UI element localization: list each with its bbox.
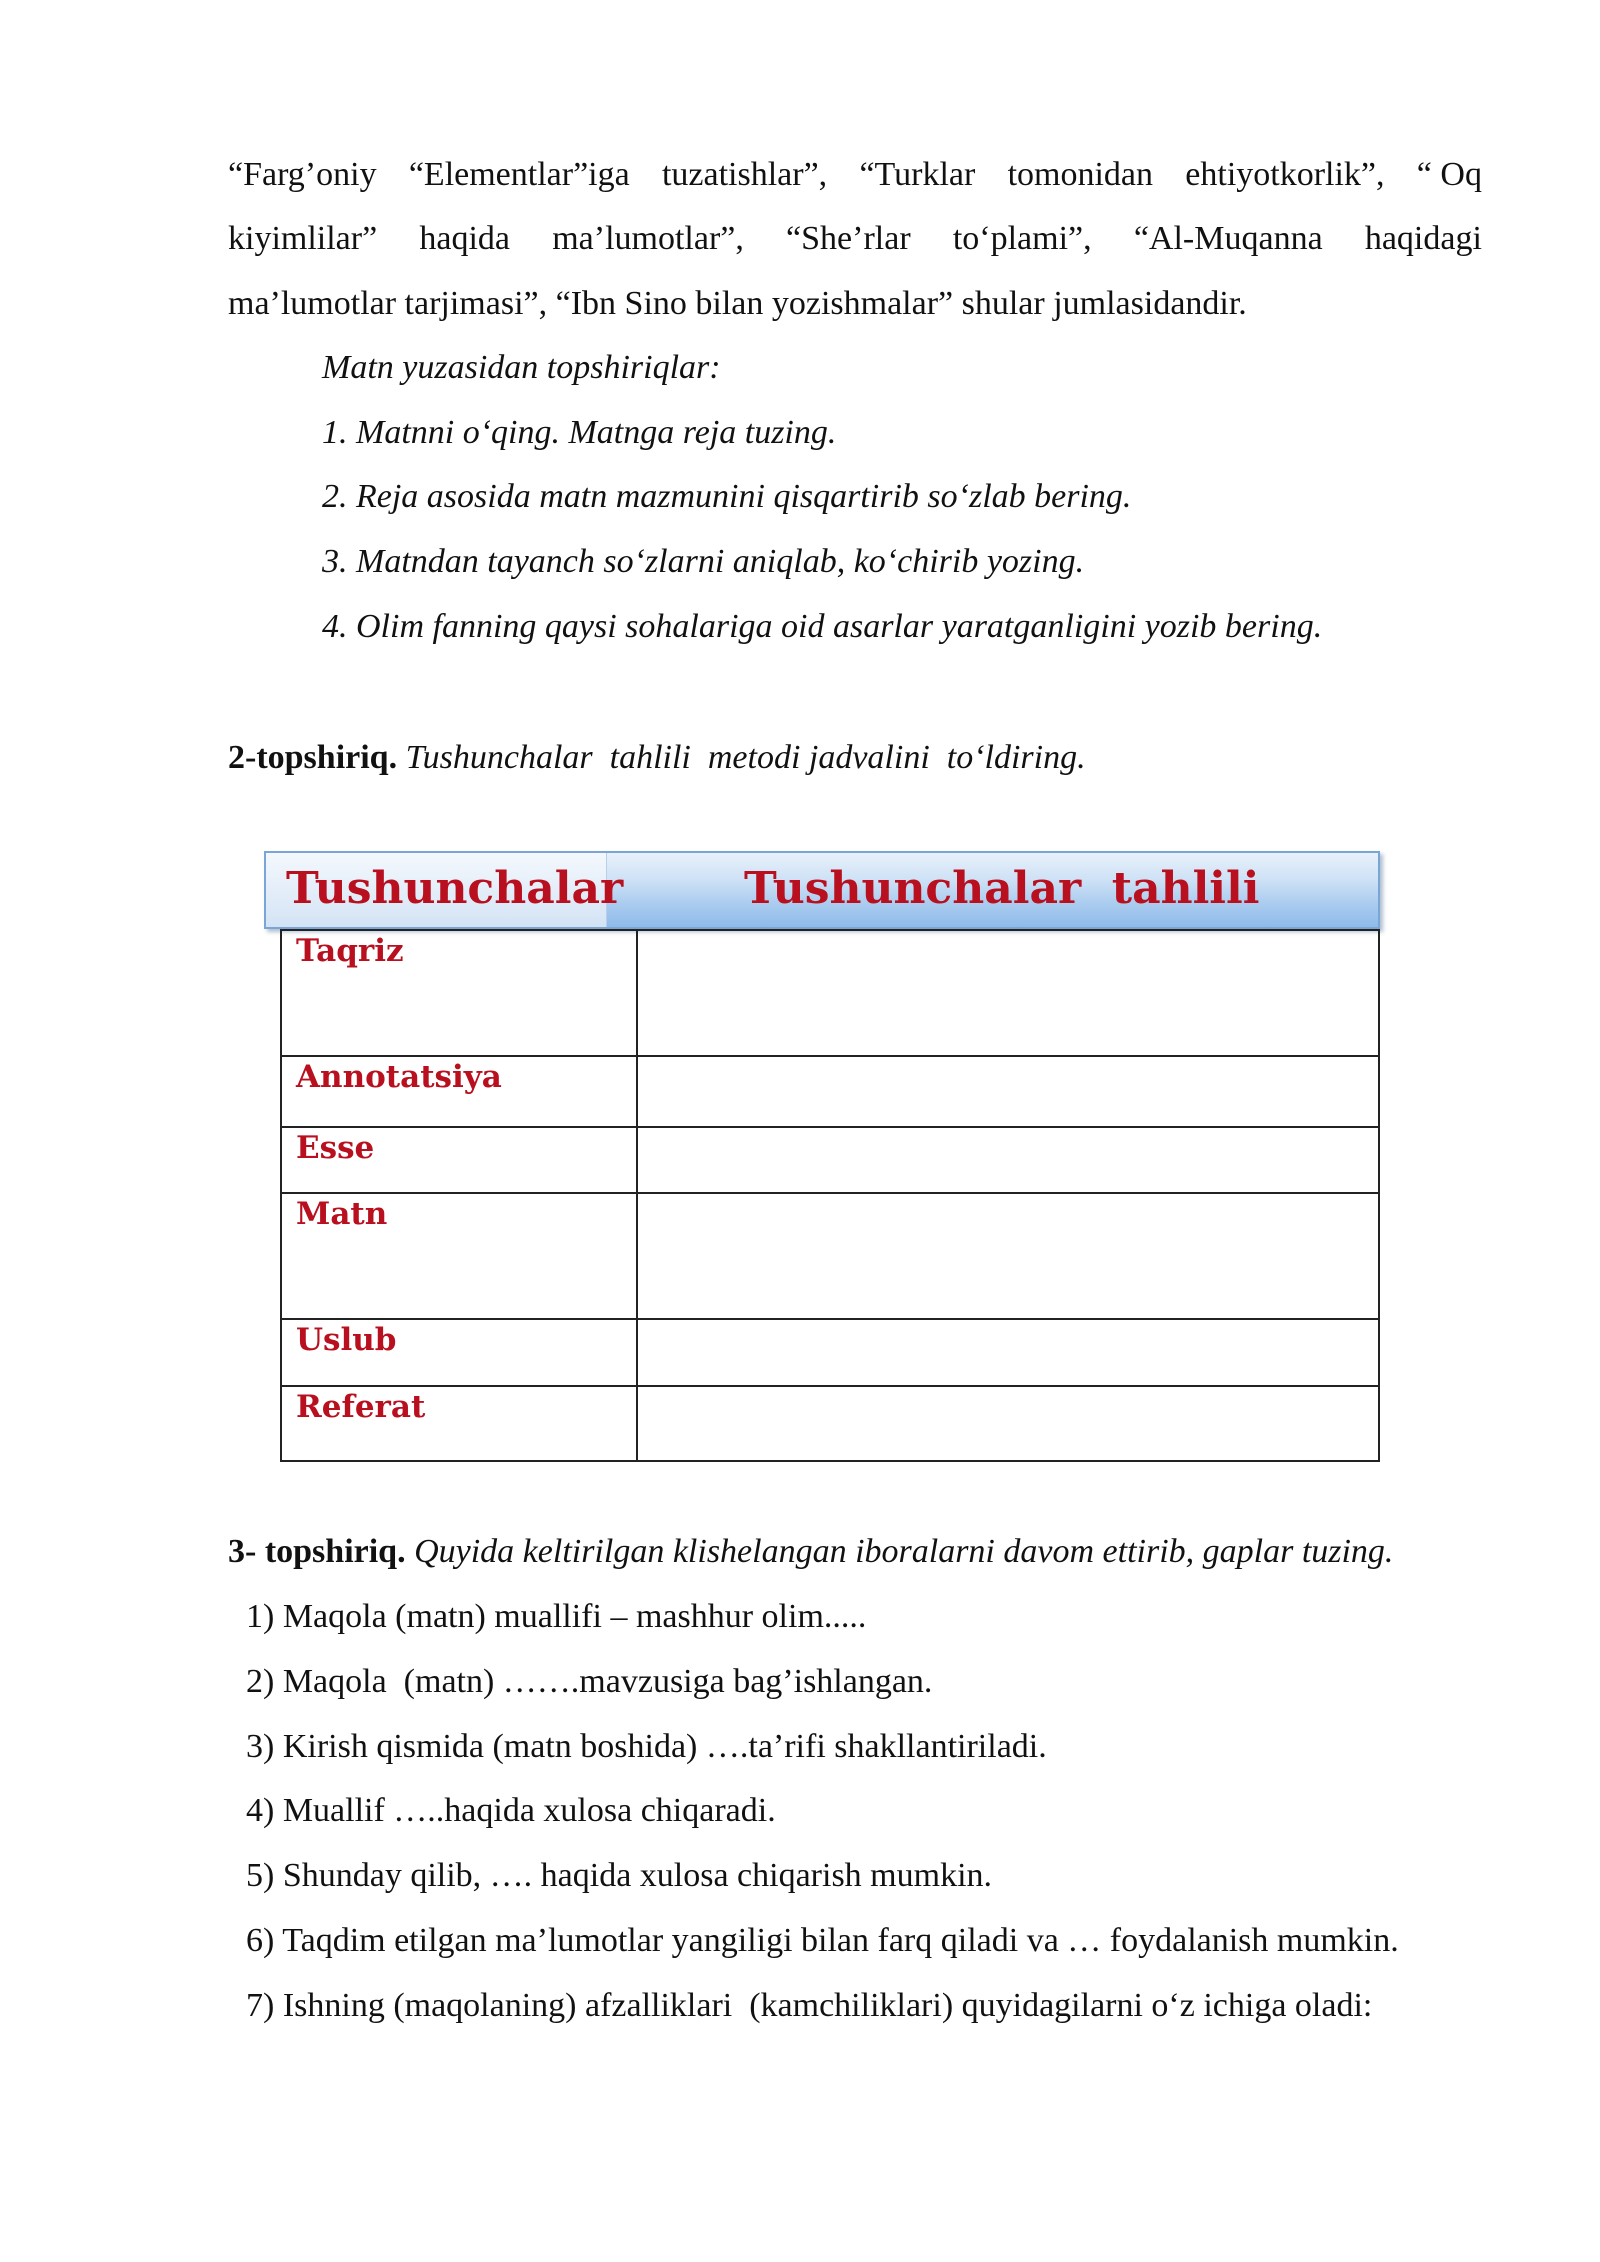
table-row bbox=[281, 1193, 1379, 1319]
intro-word: “Al-Muqanna bbox=[1133, 220, 1323, 257]
term-cell: Matn bbox=[281, 1193, 637, 1319]
task3-item: 4) Muallif …..haqida xulosa chiqaradi. bbox=[246, 1792, 776, 1829]
text-tasks-heading: Matn yuzasidan topshiriqlar: bbox=[322, 349, 721, 386]
intro-word: haqidagi bbox=[1364, 220, 1482, 257]
task2-label: 2-topshiriq. bbox=[228, 739, 398, 776]
intro-word: “Turklar bbox=[859, 156, 976, 193]
task3-item: 5) Shunday qilib, …. haqida xulosa chiqarish mumkin. bbox=[246, 1857, 993, 1894]
intro-word: to‘plami”, bbox=[952, 220, 1092, 257]
task2-instruction bbox=[228, 736, 1086, 780]
task3-item: 3) Kirish qismida (matn boshida) ….ta’rifi shakllantiriladi. bbox=[246, 1728, 1047, 1765]
task3-instruction bbox=[228, 1530, 1393, 1574]
text-task-item: 3. Matndan tayanch so‘zlarni aniqlab, ko‘chirib yozing. bbox=[322, 543, 1085, 580]
analysis-cell[interactable] bbox=[637, 1193, 1379, 1319]
task3-label: 3- topshiriq. bbox=[228, 1533, 406, 1570]
header-concepts-label: Tushunchalar bbox=[286, 863, 624, 914]
intro-word: haqida bbox=[419, 220, 511, 257]
intro-line-1 bbox=[228, 153, 1482, 197]
term-cell: Taqriz bbox=[281, 930, 637, 1056]
text-task-item: 2. Reja asosida matn mazmunini qisqartirib so‘zlab bering. bbox=[322, 478, 1132, 515]
analysis-cell[interactable] bbox=[637, 1056, 1379, 1127]
header-analysis-label: Tushunchalar tahlili bbox=[744, 863, 1260, 914]
table-row bbox=[281, 1319, 1379, 1386]
table-row bbox=[281, 930, 1379, 1056]
intro-line-2 bbox=[228, 217, 1482, 261]
table-row bbox=[281, 1056, 1379, 1127]
intro-word: “Elementlar”iga bbox=[408, 156, 630, 193]
analysis-cell[interactable] bbox=[637, 930, 1379, 1056]
intro-word: tuzatishlar”, bbox=[661, 156, 828, 193]
analysis-cell[interactable] bbox=[637, 1127, 1379, 1193]
term-cell: Uslub bbox=[281, 1319, 637, 1386]
task3-item: 6) Taqdim etilgan ma’lumotlar yangiligi bilan farq qiladi va … foydalanish mumkin. bbox=[246, 1922, 1399, 1959]
intro-word: tomonidan bbox=[1007, 156, 1154, 193]
intro-word: “Farg’oniy bbox=[228, 156, 377, 193]
text-task-item: 1. Matnni o‘qing. Matnga reja tuzing. bbox=[322, 414, 837, 451]
term-cell: Esse bbox=[281, 1127, 637, 1193]
task3-item: 2) Maqola (matn) …….mavzusiga bag’ishlangan. bbox=[246, 1663, 933, 1700]
intro-word: ehtiyotkorlik”, bbox=[1185, 156, 1385, 193]
intro-word: kiyimlilar” bbox=[228, 220, 378, 257]
task2-text: Tushunchalar tahlili metodi jadvalini to‘ldiring. bbox=[405, 739, 1086, 776]
concepts-table bbox=[280, 929, 1380, 1462]
analysis-cell[interactable] bbox=[637, 1386, 1379, 1461]
term-cell: Referat bbox=[281, 1386, 637, 1461]
intro-line-3: ma’lumotlar tarjimasi”, “Ibn Sino bilan yozishmalar” shular jumlasidandir. bbox=[228, 285, 1247, 322]
concepts-table-header bbox=[264, 851, 1380, 929]
intro-word: “ Oq bbox=[1416, 156, 1482, 193]
intro-word: “She’rlar bbox=[786, 220, 911, 257]
task3-item: 1) Maqola (matn) muallifi – mashhur olim..... bbox=[246, 1598, 867, 1635]
task3-item: 7) Ishning (maqolaning) afzalliklari (kamchiliklari) quyidagilarni o‘z ichiga oladi: bbox=[246, 1987, 1373, 2024]
table-row bbox=[281, 1386, 1379, 1461]
text-task-item: 4. Olim fanning qaysi sohalariga oid asarlar yaratganligini yozib bering. bbox=[322, 608, 1323, 645]
intro-word: ma’lumotlar”, bbox=[552, 220, 744, 257]
term-cell: Annotatsiya bbox=[281, 1056, 637, 1127]
header-cell-concepts bbox=[266, 853, 624, 927]
analysis-cell[interactable] bbox=[637, 1319, 1379, 1386]
task3-text: Quyida keltirilgan klishelangan iboralarni davom ettirib, gaplar tuzing. bbox=[414, 1533, 1394, 1570]
table-row bbox=[281, 1127, 1379, 1193]
